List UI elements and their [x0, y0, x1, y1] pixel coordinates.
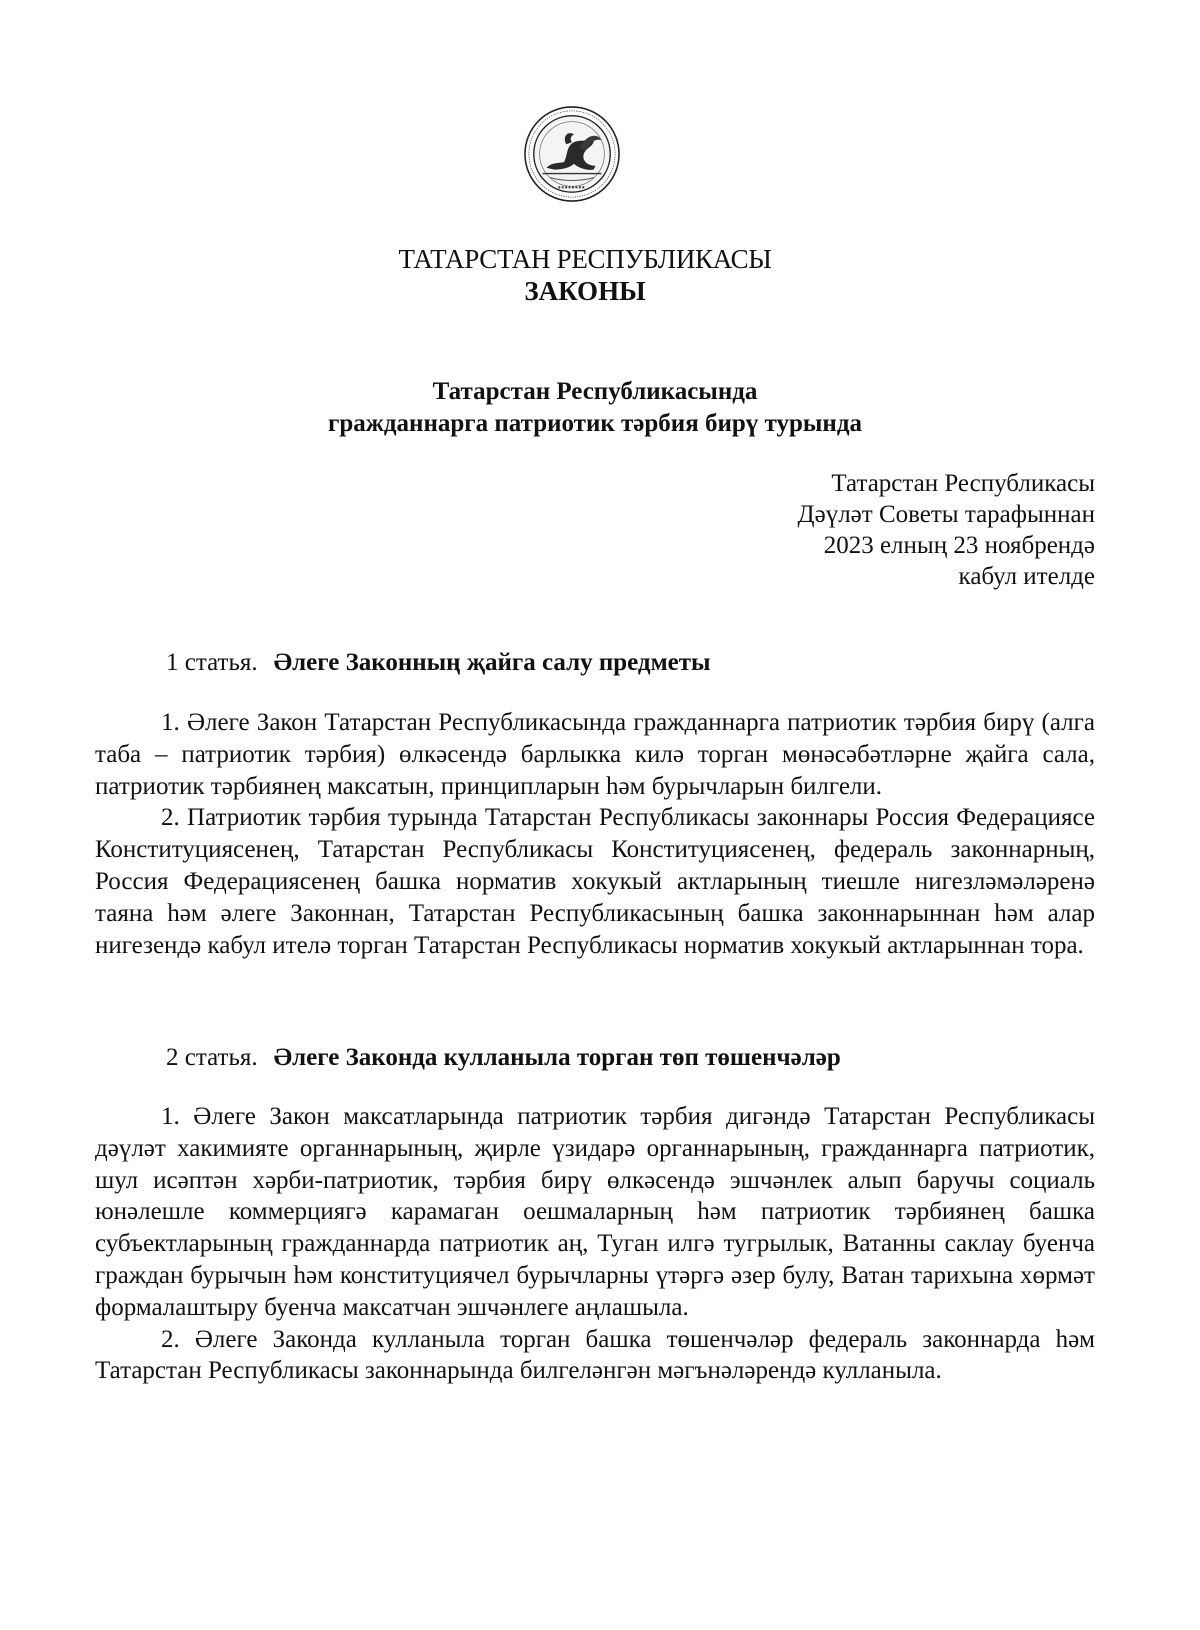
adoption-line-2: Дәүләт Советы тарафыннан: [797, 501, 1095, 528]
adoption-note: [798, 468, 1095, 592]
article-1-body: [95, 707, 1095, 961]
article-1-paragraph-2: 2. Патриотик тәрбия турында Татарстан Республикасы законнары Россия Федерациясе Конституциясенең, Татарстан Республикасы Конституциясенең, федераль законнарның, Россия Федерациясенең башка норматив хокукый актларының тиешле нигезләмәләренә таяна һәм әлеге Законнан, Татарстан Республикасының башка законнарыннан һәм алар нигезендә кабул ителә торган Татарстан Республикасы норматив хокукый актларыннан тора.: [95, 804, 1095, 959]
article-2-body: [95, 1101, 1095, 1387]
law-label: ЗАКОНЫ: [524, 276, 646, 306]
article-2-heading: [166, 1042, 841, 1074]
adoption-line-1: Татарстан Республикасы: [831, 470, 1095, 497]
document-header: [0, 243, 1170, 307]
article-1-paragraph-1: 1. Әлеге Закон Татарстан Республикасында гражданнарга патриотик тәрбия бирү (алга таба – патриотик тәрбия) өлкәсендә барлыкка килә торган мөнәсәбәтләрне җайга сала, патриотик тәрбиянең максатын, принципларын һәм бурычларын билгели.: [95, 709, 1095, 800]
article-1-title: Әлеге Законның җайга салу предметы: [273, 649, 711, 676]
article-2-paragraph-2: 2. Әлеге Законда кулланыла торган башка төшенчәләр федераль законнарда һәм Татарстан Республикасы законнарында билгеләнгән мәгънәләрендә кулланыла.: [95, 1325, 1095, 1385]
article-1-heading: [166, 647, 711, 679]
adoption-line-4: кабул ителде: [958, 563, 1095, 590]
coat-of-arms-emblem: [523, 105, 621, 203]
adoption-line-3: 2023 елның 23 ноябрендә: [823, 532, 1095, 559]
article-1-number: 1 статья.: [166, 649, 258, 676]
law-title-line-2: гражданнарга патриотик тәрбия бирү турында: [328, 410, 862, 437]
article-2-number: 2 статья.: [166, 1044, 258, 1071]
law-title-line-1: Татарстан Республикасында: [432, 378, 758, 405]
law-title: [0, 376, 1190, 440]
article-2-paragraph-1: 1. Әлеге Закон максатларында патриотик тәрбия дигәндә Татарстан Республикасы дәүләт хакимияте органнарының, җирле үзидарә органнарының, гражданнарга патриотик, шул исәптән хәрби-патриотик, тәрбия бирү өлкәсендә эшчәнлек алып баручы социаль юнәлешле коммерциягә карамаган оешмаларның һәм патриотик тәрбиянең башка субъектларының гражданнарда патриотик аң, Туган илгә тугрылык, Ватанны саклау буенча граждан бурычын һәм конституциячел бурычларны үтәргә әзер булу, Ватан тарихына хөрмәт формалаштыру буенча максатчан эшчәнлеге аңлашыла.: [95, 1103, 1095, 1321]
article-2-title: Әлеге Законда кулланыла торган төп төшенчәләр: [273, 1044, 841, 1071]
republic-name: ТАТАРСТАН РЕСПУБЛИКАСЫ: [398, 244, 772, 274]
